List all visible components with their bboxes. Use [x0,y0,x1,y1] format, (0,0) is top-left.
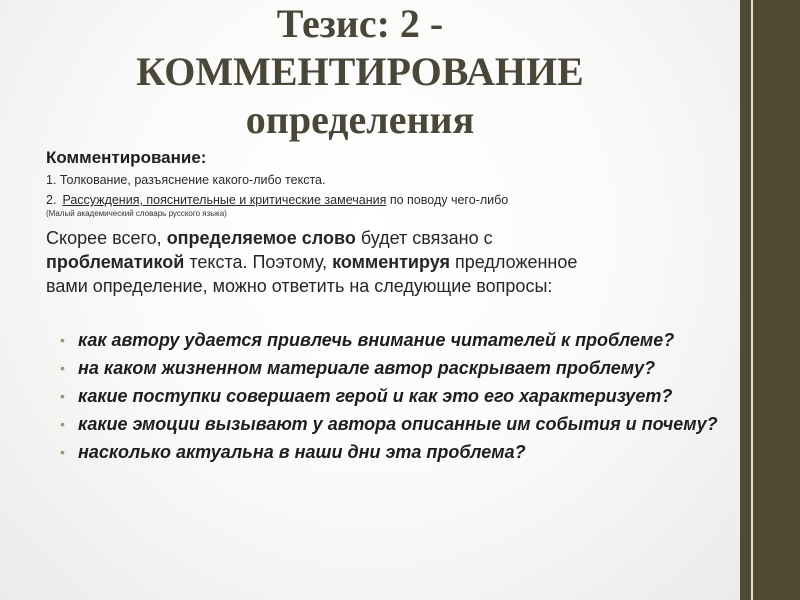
side-accent-line [751,0,753,600]
list-item [60,440,720,464]
title-line-3: определения [245,97,475,142]
side-accent-bar [740,0,800,600]
intro-bold-2: проблематикой [46,252,185,272]
definition-source: (Малый академический словарь русского языка) [46,209,227,218]
list-item [60,384,720,408]
definition-block [46,146,706,220]
definition-item-2-rest: по поводу чего-либо [386,193,509,207]
bullet-dot-icon: • [60,332,65,348]
bullet-dot-icon: • [60,444,65,460]
question-text: на каком жизненном материале автор раскрывает проблему? [78,358,656,378]
intro-text-2: будет связано с [355,228,493,248]
title-line-1: Тезис: 2 - [276,1,444,46]
intro-text-4: предложенное вами определение, можно ответить на следующие вопросы: [46,252,578,296]
question-text: какие поступки совершает герой и как это его характеризует? [78,386,673,406]
definition-item-1: 1. Толкование, разъяснение какого-либо текста. [46,173,326,187]
list-item [60,412,720,436]
definition-heading: Комментирование: [46,148,207,167]
bullet-dot-icon: • [60,360,65,376]
definition-item-2 [46,190,706,210]
question-text: какие эмоции вызывают у автора описанные им события и почему? [78,414,718,434]
intro-text-3: текста. Поэтому, [184,252,333,272]
question-text: насколько актуальна в наши дни эта проблема? [78,442,526,462]
definition-item-2-number: 2. [46,193,57,207]
intro-bold-1: определяемое слово [166,228,356,248]
list-item [60,328,720,352]
title-line-2: КОММЕНТИРОВАНИЕ [136,49,584,94]
intro-paragraph [46,226,606,298]
bullet-dot-icon: • [60,388,65,404]
intro-bold-3: комментируя [332,252,451,272]
slide-title [90,0,630,152]
definition-item-2-underlined: Рассуждения, пояснительные и критические замечания [62,193,387,207]
intro-text-1: Скорее всего, [46,228,167,248]
question-text: как автору удается привлечь внимание читателей к проблеме? [78,330,675,350]
question-list [60,328,720,468]
bullet-dot-icon: • [60,416,65,432]
list-item [60,356,720,380]
